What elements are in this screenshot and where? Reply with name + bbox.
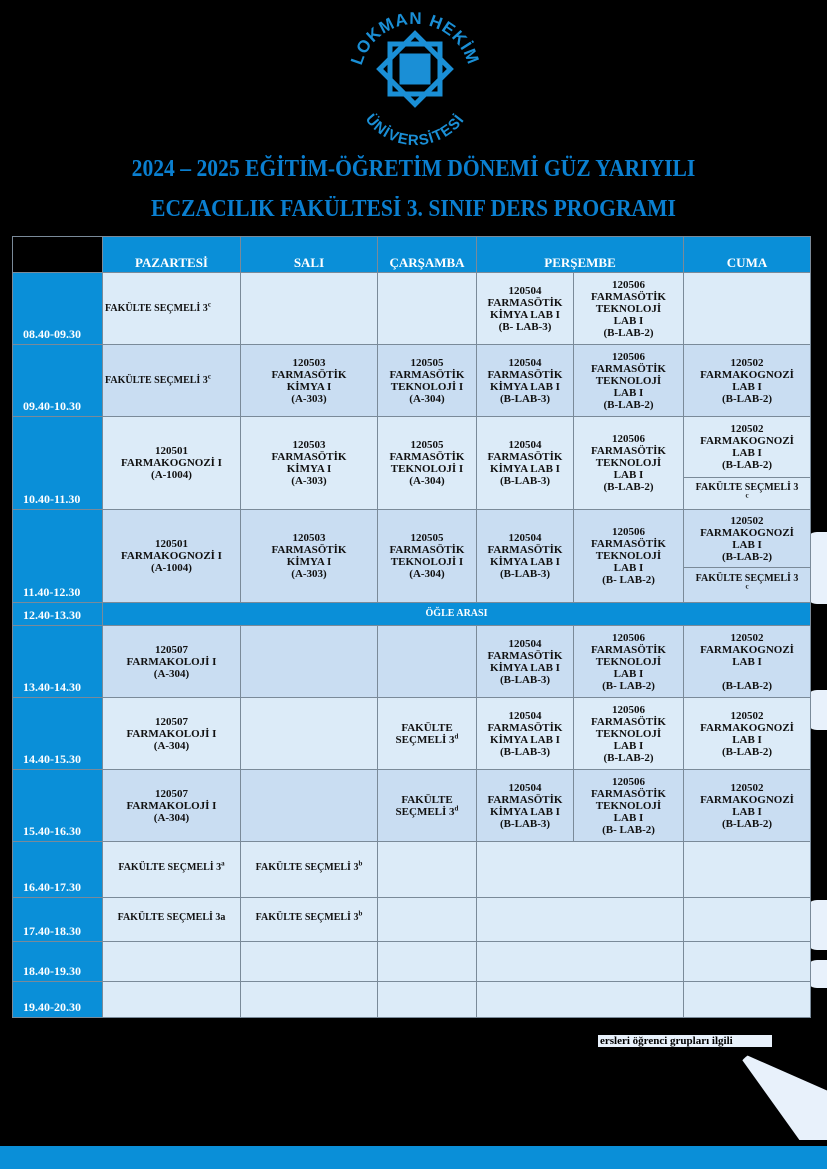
schedule-cell (378, 898, 477, 942)
logo-arc-top: LOKMAN HEKİM (347, 8, 483, 68)
schedule-cell (241, 698, 378, 770)
schedule-cell (477, 898, 684, 942)
time-slot: 13.40-14.30 (13, 626, 103, 698)
schedule-cell (684, 942, 811, 982)
schedule-cell: 120503 FARMASÖTİK KİMYA I (A-303) (241, 510, 378, 603)
lunch-row (13, 603, 811, 626)
time-slot: 19.40-20.30 (13, 982, 103, 1018)
table-row (13, 345, 811, 417)
schedule-cell: 120506 FARMASÖTİK TEKNOLOJİ LAB I (B- LAB-2) (574, 770, 684, 842)
svg-text:ÜNİVERSİTESİ (362, 111, 468, 149)
lunch-break: ÖĞLE ARASI (103, 603, 811, 626)
table-row (13, 698, 811, 770)
schedule-cell: 120506 FARMASÖTİK TEKNOLOJİ LAB I (B-LAB-2) (574, 345, 684, 417)
schedule-cell: 120504 FARMASÖTİK KİMYA LAB I (B-LAB-3) (477, 417, 574, 510)
table-row (13, 770, 811, 842)
schedule-cell: 120506 FARMASÖTİK TEKNOLOJİ LAB I (B- LAB-2) (574, 510, 684, 603)
schedule-cell: 120504 FARMASÖTİK KİMYA LAB I (B-LAB-3) (477, 698, 574, 770)
logo-star-emblem (380, 34, 451, 105)
time-slot: 09.40-10.30 (13, 345, 103, 417)
schedule-cell (477, 982, 684, 1018)
logo-arc-bottom: ÜNİVERSİTESİ (361, 110, 469, 150)
schedule-cell (241, 942, 378, 982)
schedule-cell (684, 842, 811, 898)
day-header-friday: CUMA (684, 237, 811, 273)
time-slot: 08.40-09.30 (13, 273, 103, 345)
schedule-cell: 120503 FARMASÖTİK KİMYA I (A-303) (241, 417, 378, 510)
schedule-cell: 120504 FARMASÖTİK KİMYA LAB I (B-LAB-3) (477, 626, 574, 698)
schedule-cell: 120506 FARMASÖTİK TEKNOLOJİ LAB I (B-LAB-2) (574, 417, 684, 510)
schedule-cell: 120502 FARMAKOGNOZİ LAB I (B-LAB-2) (684, 510, 811, 568)
table-row (13, 273, 811, 345)
schedule-cell (241, 626, 378, 698)
schedule-cell (684, 898, 811, 942)
schedule-cell: 120507 FARMAKOLOJİ I (A-304) (103, 770, 241, 842)
schedule-table (12, 236, 811, 1018)
table-row (13, 842, 811, 898)
schedule-cell: 120505 FARMASÖTİK TEKNOLOJİ I (A-304) (378, 345, 477, 417)
schedule-cell (378, 273, 477, 345)
schedule-cell (378, 982, 477, 1018)
time-slot: 15.40-16.30 (13, 770, 103, 842)
schedule-cell: 120501 FARMAKOGNOZİ I (A-1004) (103, 417, 241, 510)
corner-decoration (735, 1050, 827, 1140)
time-slot: 17.40-18.30 (13, 898, 103, 942)
schedule-cell (378, 942, 477, 982)
time-slot: 10.40-11.30 (13, 417, 103, 510)
page-title-line-2: ECZACILIK FAKÜLTESİ 3. SINIF DERS PROGRAMI (151, 196, 676, 222)
schedule-cell (684, 982, 811, 1018)
schedule-cell: 120504 FARMASÖTİK KİMYA LAB I (B- LAB-3) (477, 273, 574, 345)
schedule-cell (378, 842, 477, 898)
schedule-cell: 120504 FARMASÖTİK KİMYA LAB I (B-LAB-3) (477, 770, 574, 842)
schedule-cell: 120503 FARMASÖTİK KİMYA I (A-303) (241, 345, 378, 417)
schedule-cell: FAKÜLTE SEÇMELİ 3$^b$ (241, 898, 378, 942)
schedule-cell: 120502 FARMAKOGNOZİ LAB I (B-LAB-2) (684, 770, 811, 842)
schedule-cell: 120504 FARMASÖTİK KİMYA LAB I (B-LAB-3) (477, 345, 574, 417)
schedule-cell: FAKÜLTE SEÇMELİ 3 $^c$ (684, 478, 811, 510)
time-slot: 11.40-12.30 (13, 510, 103, 603)
schedule-cell: FAKÜLTE SEÇMELİ 3$^b$ (241, 842, 378, 898)
table-row (13, 510, 811, 568)
table-row (13, 626, 811, 698)
time-slot: 14.40-15.30 (13, 698, 103, 770)
schedule-cell: 120504 FARMASÖTİK KİMYA LAB I (B-LAB-3) (477, 510, 574, 603)
schedule-cell (477, 942, 684, 982)
schedule-cell (103, 942, 241, 982)
schedule-cell: FAKÜLTE SEÇMELİ 3$^d$ (378, 770, 477, 842)
schedule-cell (477, 842, 684, 898)
schedule-cell: 120506 FARMASÖTİK TEKNOLOJİ LAB I (B-LAB-2) (574, 698, 684, 770)
schedule-cell: 120502 FARMAKOGNOZİ LAB I (B-LAB-2) (684, 345, 811, 417)
schedule-cell: 120502 FARMAKOGNOZİ LAB I (B-LAB-2) (684, 626, 811, 698)
schedule-cell (684, 273, 811, 345)
schedule-cell (103, 982, 241, 1018)
time-slot: 18.40-19.30 (13, 942, 103, 982)
corner-cell (13, 237, 103, 273)
table-row (13, 898, 811, 942)
schedule-cell: FAKÜLTE SEÇMELİ 3 $^c$ (684, 568, 811, 603)
schedule-cell: FAKÜLTE SEÇMELİ 3$^a$ (103, 842, 241, 898)
schedule-cell: 120502 FARMAKOGNOZİ LAB I (B-LAB-2) (684, 417, 811, 478)
schedule-cell: 120502 FARMAKOGNOZİ LAB I (B-LAB-2) (684, 698, 811, 770)
university-logo (340, 4, 490, 154)
schedule-cell: 120505 FARMASÖTİK TEKNOLOJİ I (A-304) (378, 417, 477, 510)
schedule-cell: FAKÜLTE SEÇMELİ 3$^d$ (378, 698, 477, 770)
schedule-cell: 120507 FARMAKOLOJİ I (A-304) (103, 626, 241, 698)
day-header-monday: PAZARTESİ (103, 237, 241, 273)
schedule-cell (241, 770, 378, 842)
table-row (13, 417, 811, 478)
schedule-cell: 120506 FARMASÖTİK TEKNOLOJİ LAB I (B-LAB-2) (574, 273, 684, 345)
schedule-cell: FAKÜLTE SEÇMELİ 3a (103, 898, 241, 942)
schedule-cell (241, 273, 378, 345)
day-header-tuesday: SALI (241, 237, 378, 273)
page-title-line-1: 2024 – 2025 EĞİTİM-ÖĞRETİM DÖNEMİ GÜZ YARIYILI (131, 156, 696, 182)
schedule-cell: 120507 FARMAKOLOJİ I (A-304) (103, 698, 241, 770)
schedule-cell (378, 626, 477, 698)
schedule-cell: FAKÜLTE SEÇMELİ 3$^c$ (103, 273, 241, 345)
time-slot: 12.40-13.30 (13, 603, 103, 626)
header-row (13, 237, 811, 273)
schedule-cell: FAKÜLTE SEÇMELİ 3$^c$ (103, 345, 241, 417)
day-header-wednesday: ÇARŞAMBA (378, 237, 477, 273)
table-row (13, 982, 811, 1018)
bottom-bar (0, 1146, 827, 1169)
schedule-cell: 120505 FARMASÖTİK TEKNOLOJİ I (A-304) (378, 510, 477, 603)
footer-note: ersleri öğrenci grupları ilgili (598, 1035, 772, 1047)
day-header-thursday: PERŞEMBE (477, 237, 684, 273)
time-slot: 16.40-17.30 (13, 842, 103, 898)
schedule-cell: 120501 FARMAKOGNOZİ I (A-1004) (103, 510, 241, 603)
schedule-cell (241, 982, 378, 1018)
table-row (13, 942, 811, 982)
schedule-cell: 120506 FARMASÖTİK TEKNOLOJİ LAB I (B- LAB-2) (574, 626, 684, 698)
